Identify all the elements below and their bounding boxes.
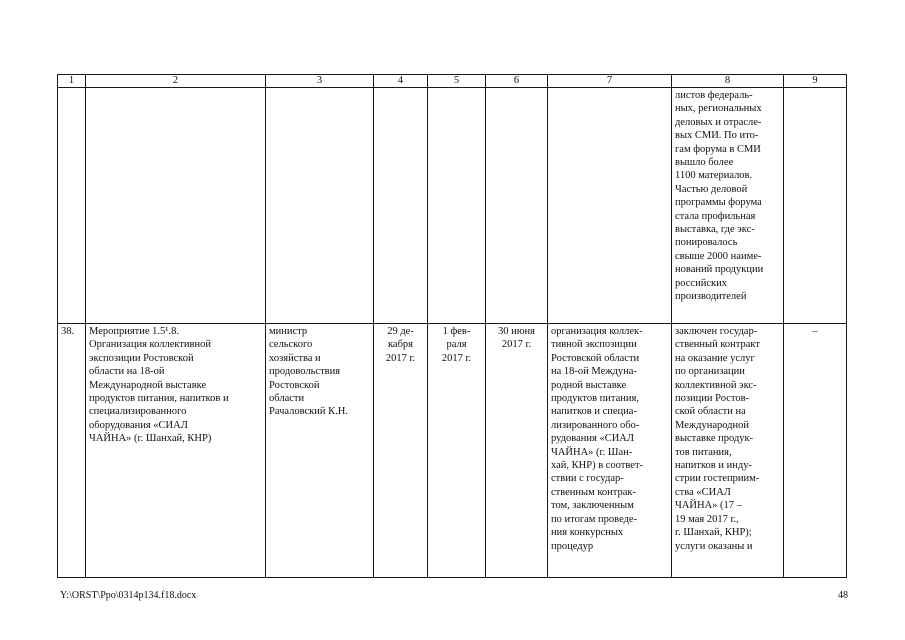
cell-line: родной выставке [551, 379, 627, 391]
cont-cell-9 [784, 88, 847, 324]
cell-line: экспозиции Ростовской [89, 352, 194, 364]
cell-line: ства «СИАЛ [675, 486, 731, 498]
cell-line: ственным контрак- [551, 486, 637, 498]
cell-line: ЧАЙНА» (г. Шан- [551, 446, 633, 458]
cell-line: 1100 материалов. [675, 170, 753, 182]
cell-line: российских [675, 277, 727, 289]
col-header-2: 2 [86, 75, 266, 88]
cell-line: Международной выставке [89, 379, 207, 391]
cell-line: ных, региональных [675, 103, 762, 115]
cell-line: вышло более [675, 157, 734, 169]
actual-result-cell [672, 324, 784, 578]
cell-line: Рачаловский К.Н. [269, 406, 348, 418]
cell-line: продуктов питания, [551, 393, 639, 405]
cell-line: листов федераль- [675, 90, 753, 101]
cell-line: стала профильная [675, 210, 756, 222]
cell-line: свыше 2000 наиме- [675, 250, 762, 262]
cont-cell-1 [58, 88, 86, 324]
cell-line: ской области на [675, 406, 746, 418]
cont-cell-4 [374, 88, 428, 324]
cell-line: продуктов питания, напитков и [89, 393, 229, 405]
cell-line: продовольствия [269, 366, 341, 378]
cell-line: 2017 г. [385, 352, 416, 364]
cell-line: процедур [551, 540, 594, 552]
cell-line: напитков и специа- [551, 406, 637, 418]
cont-cell-3 [266, 88, 374, 324]
event-name-cell [86, 324, 266, 578]
cell-line: производителей [675, 291, 747, 303]
col-header-8: 8 [672, 75, 784, 88]
cell-line: Мероприятие 1.5¹.8. [89, 326, 179, 337]
cont-cell-6 [486, 88, 548, 324]
cont-cell-7 [548, 88, 672, 324]
page-number: 48 [838, 590, 848, 601]
cell-line: 29 де- [387, 326, 414, 337]
responsible-cell [266, 324, 374, 578]
cell-line: области [269, 393, 305, 405]
cont-cell-2 [86, 88, 266, 324]
start-date-cell [374, 324, 428, 578]
cell-line: коллективной экс- [675, 379, 757, 391]
cell-line: кабря [387, 339, 414, 351]
cont-cell-result [672, 88, 784, 324]
table-row-38 [58, 324, 847, 578]
cell-line: лизированного обо- [551, 419, 640, 431]
cell-line: заключен государ- [675, 326, 758, 337]
cell-line: хозяйства и [269, 352, 321, 364]
expected-result-cell [548, 324, 672, 578]
cell-line: программы форума [675, 197, 762, 209]
col-header-5: 5 [428, 75, 486, 88]
cell-line: г. Шанхай, КНР); [675, 527, 752, 539]
plan-table [57, 74, 847, 578]
cell-line: напитков и инду- [675, 460, 752, 472]
cell-line: оборудования «СИАЛ [89, 419, 188, 431]
cell-line: 1 фев- [442, 326, 471, 337]
cell-line: выставке продук- [675, 433, 754, 445]
cell-line: 2017 г. [501, 339, 532, 351]
cell-line: Международной [675, 419, 750, 431]
cell-line: Ростовской [269, 379, 320, 391]
cell-line: 19 мая 2017 г., [675, 513, 739, 525]
cell-line: деловых и отрасле- [675, 116, 762, 128]
cell-line: услуги оказаны и [675, 540, 753, 552]
cell-line: нований продукции [675, 264, 764, 276]
cell-line: на 18-ой Междуна- [551, 366, 637, 378]
table-row-continuation [58, 88, 847, 324]
end-date-cell [486, 324, 548, 578]
col-header-3: 3 [266, 75, 374, 88]
file-path-footer: Y:\ORST\Ppo\0314p134.f18.docx [60, 590, 197, 601]
cell-line: ственный контракт [675, 339, 760, 351]
column-number-row [58, 75, 847, 88]
cell-line: хай, КНР) в соответ- [551, 460, 644, 472]
cell-line: том, заключенным [551, 500, 634, 512]
row-number: 38. [58, 324, 86, 578]
cell-line: ЧАЙНА» (г. Шанхай, КНР) [89, 433, 212, 445]
notes-cell: – [784, 324, 847, 578]
cell-line: вых СМИ. По ито- [675, 130, 759, 142]
col-header-1: 1 [58, 75, 86, 88]
cell-line: рудования «СИАЛ [551, 433, 635, 445]
cell-line: на оказание услуг [675, 352, 755, 364]
col-header-6: 6 [486, 75, 548, 88]
cell-line: 30 июня [497, 326, 536, 337]
cell-line: специализированного [89, 406, 187, 418]
cell-line: тивной экспозиции [551, 339, 637, 351]
cell-line: стрии гостеприим- [675, 473, 760, 485]
col-header-4: 4 [374, 75, 428, 88]
cell-line: по организации [675, 366, 745, 378]
cell-line: ЧАЙНА» (17 – [675, 500, 742, 512]
cont-cell-5 [428, 88, 486, 324]
cell-line: ния конкурсных [551, 527, 624, 539]
cell-line: понировалось [675, 237, 738, 249]
cell-line: Организация коллективной [89, 339, 211, 351]
cell-line: министр [269, 326, 308, 337]
cell-line: области на 18-ой [89, 366, 165, 378]
cell-line: гам форума в СМИ [675, 143, 761, 155]
cell-line: по итогам проведе- [551, 513, 638, 525]
cell-line: тов питания, [675, 446, 732, 458]
cell-line: Частью деловой [675, 183, 748, 195]
col-header-9: 9 [784, 75, 847, 88]
cell-line: раля [446, 339, 467, 351]
cell-line: сельского [269, 339, 313, 351]
cell-line: выставка, где экс- [675, 224, 755, 236]
planned-date-cell [428, 324, 486, 578]
cell-line: организация коллек- [551, 326, 643, 337]
cell-line: Ростовской области [551, 352, 640, 364]
cell-line: ствии с государ- [551, 473, 624, 485]
col-header-7: 7 [548, 75, 672, 88]
cell-line: позиции Ростов- [675, 393, 750, 405]
cell-line: 2017 г. [441, 352, 472, 364]
